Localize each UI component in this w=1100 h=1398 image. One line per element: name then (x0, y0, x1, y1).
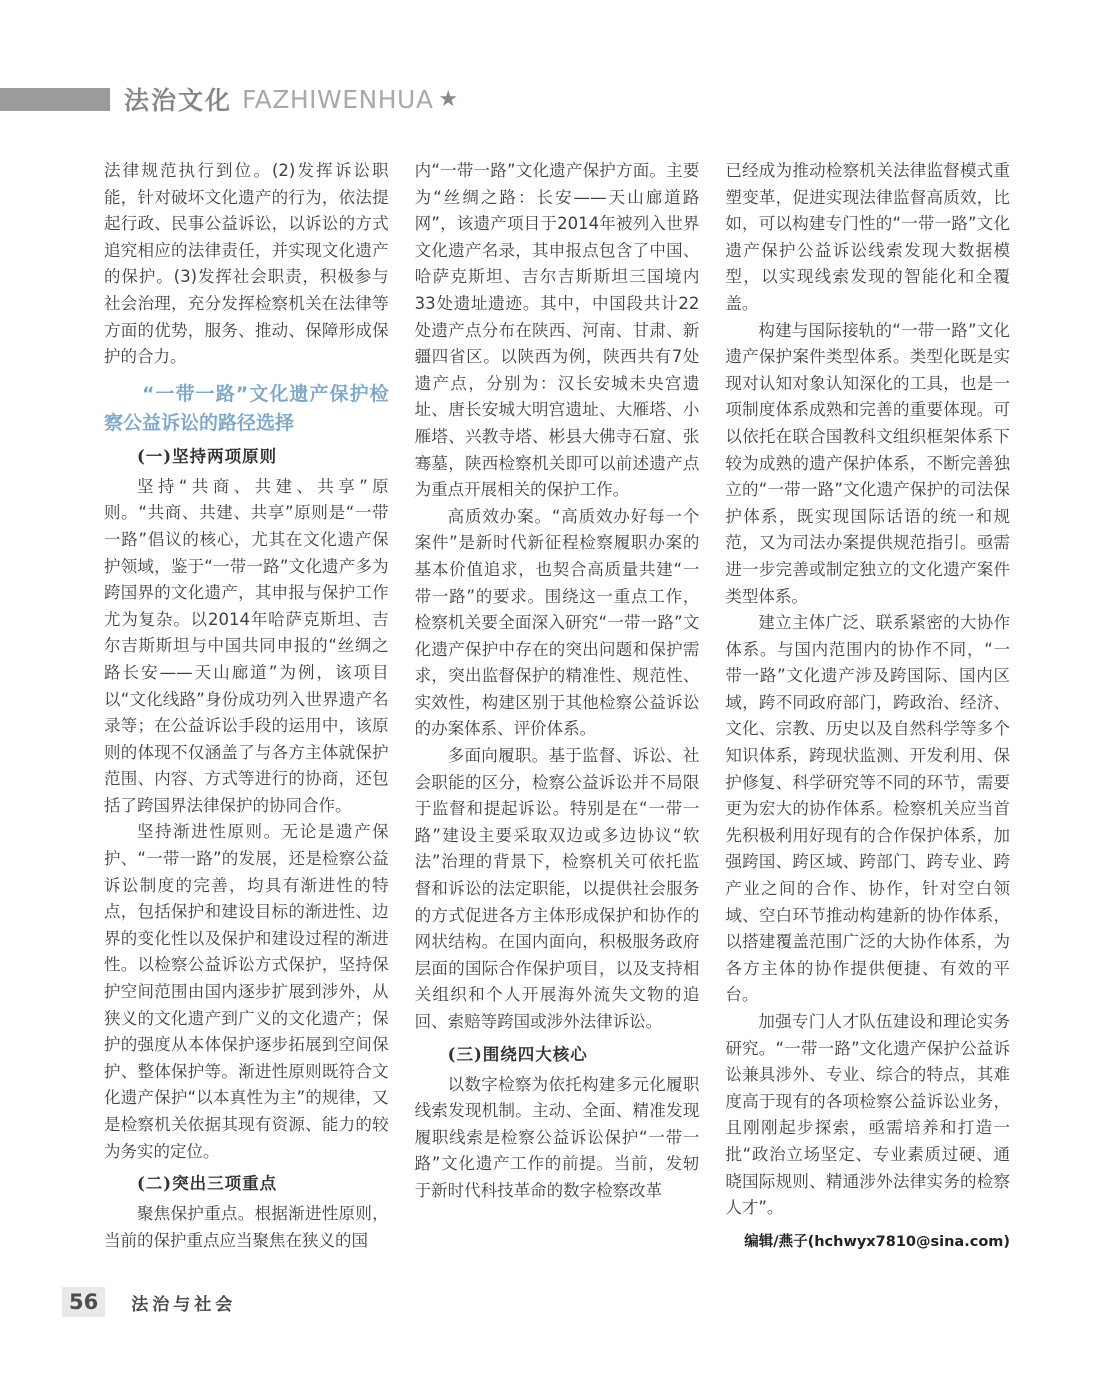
page-footer (62, 1287, 236, 1317)
article-paragraph: 聚焦保护重点。根据渐进性原则，当前的保护重点应当聚焦在狭义的国 (104, 1204, 389, 1250)
sub-heading: (三)围绕四大核心 (447, 1044, 588, 1064)
article-paragraph: 坚持渐进性原则。无论是遗产保护、“一带一路”的发展，还是检察公益诉讼制度的完善，均具有渐进性的特点，包括保护和建设目标的渐进性、边界的变化性以及保护和建设过程的渐进性。以检察公益诉讼方式保护，坚持保护空间范围由国内逐步扩展到涉外，从狭义的文化遗产到广义的文化遗产；保护的强度从本体保护逐步拓展到空间保护、整体保护等。渐进性原则既符合文化遗产保护“以本真性为主”的规律，又是检察机关依据其现有资源、能力的较为务实的定位。 (104, 822, 389, 1161)
header-marker-bar (0, 88, 110, 111)
sub-heading: (一)坚持两项原则 (137, 446, 278, 466)
column-2 (415, 158, 700, 1254)
section-title-pinyin: FAZHIWENHUA (242, 84, 434, 114)
section-heading: “一带一路”文化遗产保护检察公益诉讼的路径选择 (104, 382, 389, 434)
article-paragraph: 法律规范执行到位。(2)发挥诉讼职能，针对破坏文化遗产的行为，依法提起行政、民事公益诉讼，以诉讼的方式追究相应的法律责任，并实现文化遗产的保护。(3)发挥社会职责，积极参与社会治理，充分发挥检察机关在法律等方面的优势，服务、推动、保障形成保护的合力。 (104, 161, 389, 367)
article-paragraph: 内“一带一路”文化遗产保护方面。主要为“丝绸之路：长安——天山廊道路网”，该遗产项目于2014年被列入世界文化遗产名录，其申报点包含了中国、哈萨克斯坦、吉尔吉斯斯坦三国境内33处遗址遗迹。其中，中国段共计22处遗产点分布在陕西、河南、甘肃、新疆四省区。以陕西为例，陕西共有7处遗产点，分别为：汉长安城未央宫遗址、唐长安城大明宫遗址、大雁塔、小雁塔、兴教寺塔、彬县大佛寺石窟、张骞墓，陕西检察机关即可以前述遗产点为重点开展相关的保护工作。 (414, 161, 700, 500)
column-3 (725, 158, 1010, 1254)
article-body (104, 158, 1010, 1254)
journal-name: 法治与社会 (131, 1294, 237, 1315)
article-paragraph: 以数字检察为依托构建多元化履职线索发现机制。主动、全面、精准发现履职线索是检察公益诉讼保护“一带一路”文化遗产工作的前提。当前，发轫于新时代科技革命的数字检察改革 (414, 1074, 700, 1200)
column-1 (104, 158, 389, 1254)
article-paragraph: 已经成为推动检察机关法律监督模式重塑变革，促进实现法律监督高质效，比如，可以构建专门性的“一带一路”文化遗产保护公益诉讼线索发现大数据模型，以实现线索发现的智能化和全覆盖。 (725, 161, 1011, 313)
editor-credit: 编辑/燕子(hchwyx7810@sina.com) (744, 1233, 1011, 1250)
article-paragraph: 多面向履职。基于监督、诉讼、社会职能的区分，检察公益诉讼并不局限于监督和提起诉讼。特别是在“一带一路”建设主要采取双边或多边协议“软法”治理的背景下，检察机关可依托监督和诉讼的法定职能，以提供社会服务的方式促进各方主体形成保护和协作的网状结构。在国内面向，积极服务政府层面的国际合作保护项目，以及支持相关组织和个人开展海外流失文物的追回、索赔等跨国或涉外法律诉讼。 (414, 746, 700, 1031)
article-paragraph: 构建与国际接轨的“一带一路”文化遗产保护案件类型体系。类型化既是实现对认知对象认知深化的工具，也是一项制度体系成熟和完善的重要体现。可以依托在联合国教科文组织框架体系下较为成熟的遗产保护体系，不断完善独立的“一带一路”文化遗产保护的司法保护体系，既实现国际话语的统一和规范，又为司法办案提供规范指引。亟需进一步完善或制定独立的文化遗产案件类型体系。 (725, 320, 1011, 606)
page-header (0, 84, 459, 115)
article-paragraph: 高质效办案。“高质效办好每一个案件”是新时代新征程检察履职办案的基本价值追求，也契合高质量共建“一带一路”的要求。围绕这一重点工作，检察机关要全面深入研究“一带一路”文化遗产保护中存在的突出问题和保护需求，突出监督保护的精准性、规范性、实效性，构建区别于其他检察公益诉讼的办案体系、评价体系。 (414, 506, 700, 739)
page-number: 56 (62, 1287, 105, 1317)
article-paragraph: 加强专门人才队伍建设和理论实务研究。“一带一路”文化遗产保护公益诉讼兼具涉外、专业、综合的特点，其难度高于现有的各项检察公益诉讼业务，且刚刚起步探索，亟需培养和打造一批“政治立场坚定、专业素质过硬、通晓国际规则、精通涉外法律实务的检察人才”。 (725, 1012, 1011, 1218)
article-paragraph: 坚持“共商、共建、共享”原则。“共商、共建、共享”原则是“一带一路”倡议的核心，尤其在文化遗产保护领域，鉴于“一带一路”文化遗产多为跨国界的文化遗产，其申报与保护工作尤为复杂。以2014年哈萨克斯坦、吉尔吉斯斯坦与中国共同申报的“丝绸之路长安——天山廊道”为例，该项目以“文化线路”身份成功列入世界遗产名录等；在公益诉讼手段的运用中，该原则的体现不仅涵盖了与各方主体就保护范围、内容、方式等进行的协商，还包括了跨国界法律保护的协同合作。 (104, 476, 389, 815)
article-paragraph: 建立主体广泛、联系紧密的大协作体系。与国内范围内的协作不同，“一带一路”文化遗产涉及跨国际、国内区域，跨不同政府部门，跨政治、经济、文化、宗教、历史以及自然科学等多个知识体系，跨现状监测、开发利用、保护修复、科学研究等不同的环节，需要更为宏大的协作体系。检察机关应当首先积极利用好现有的合作保护体系，加强跨国、跨区域、跨部门、跨专业、跨产业之间的合作、协作，针对空白领域、空白环节推动构建新的协作体系，以搭建覆盖范围广泛的大协作体系，为各方主体的协作提供便捷、有效的平台。 (725, 613, 1011, 1005)
star-icon: ★ (438, 86, 459, 112)
sub-heading: (二)突出三项重点 (137, 1174, 278, 1194)
section-title: 法治文化 (124, 86, 233, 115)
